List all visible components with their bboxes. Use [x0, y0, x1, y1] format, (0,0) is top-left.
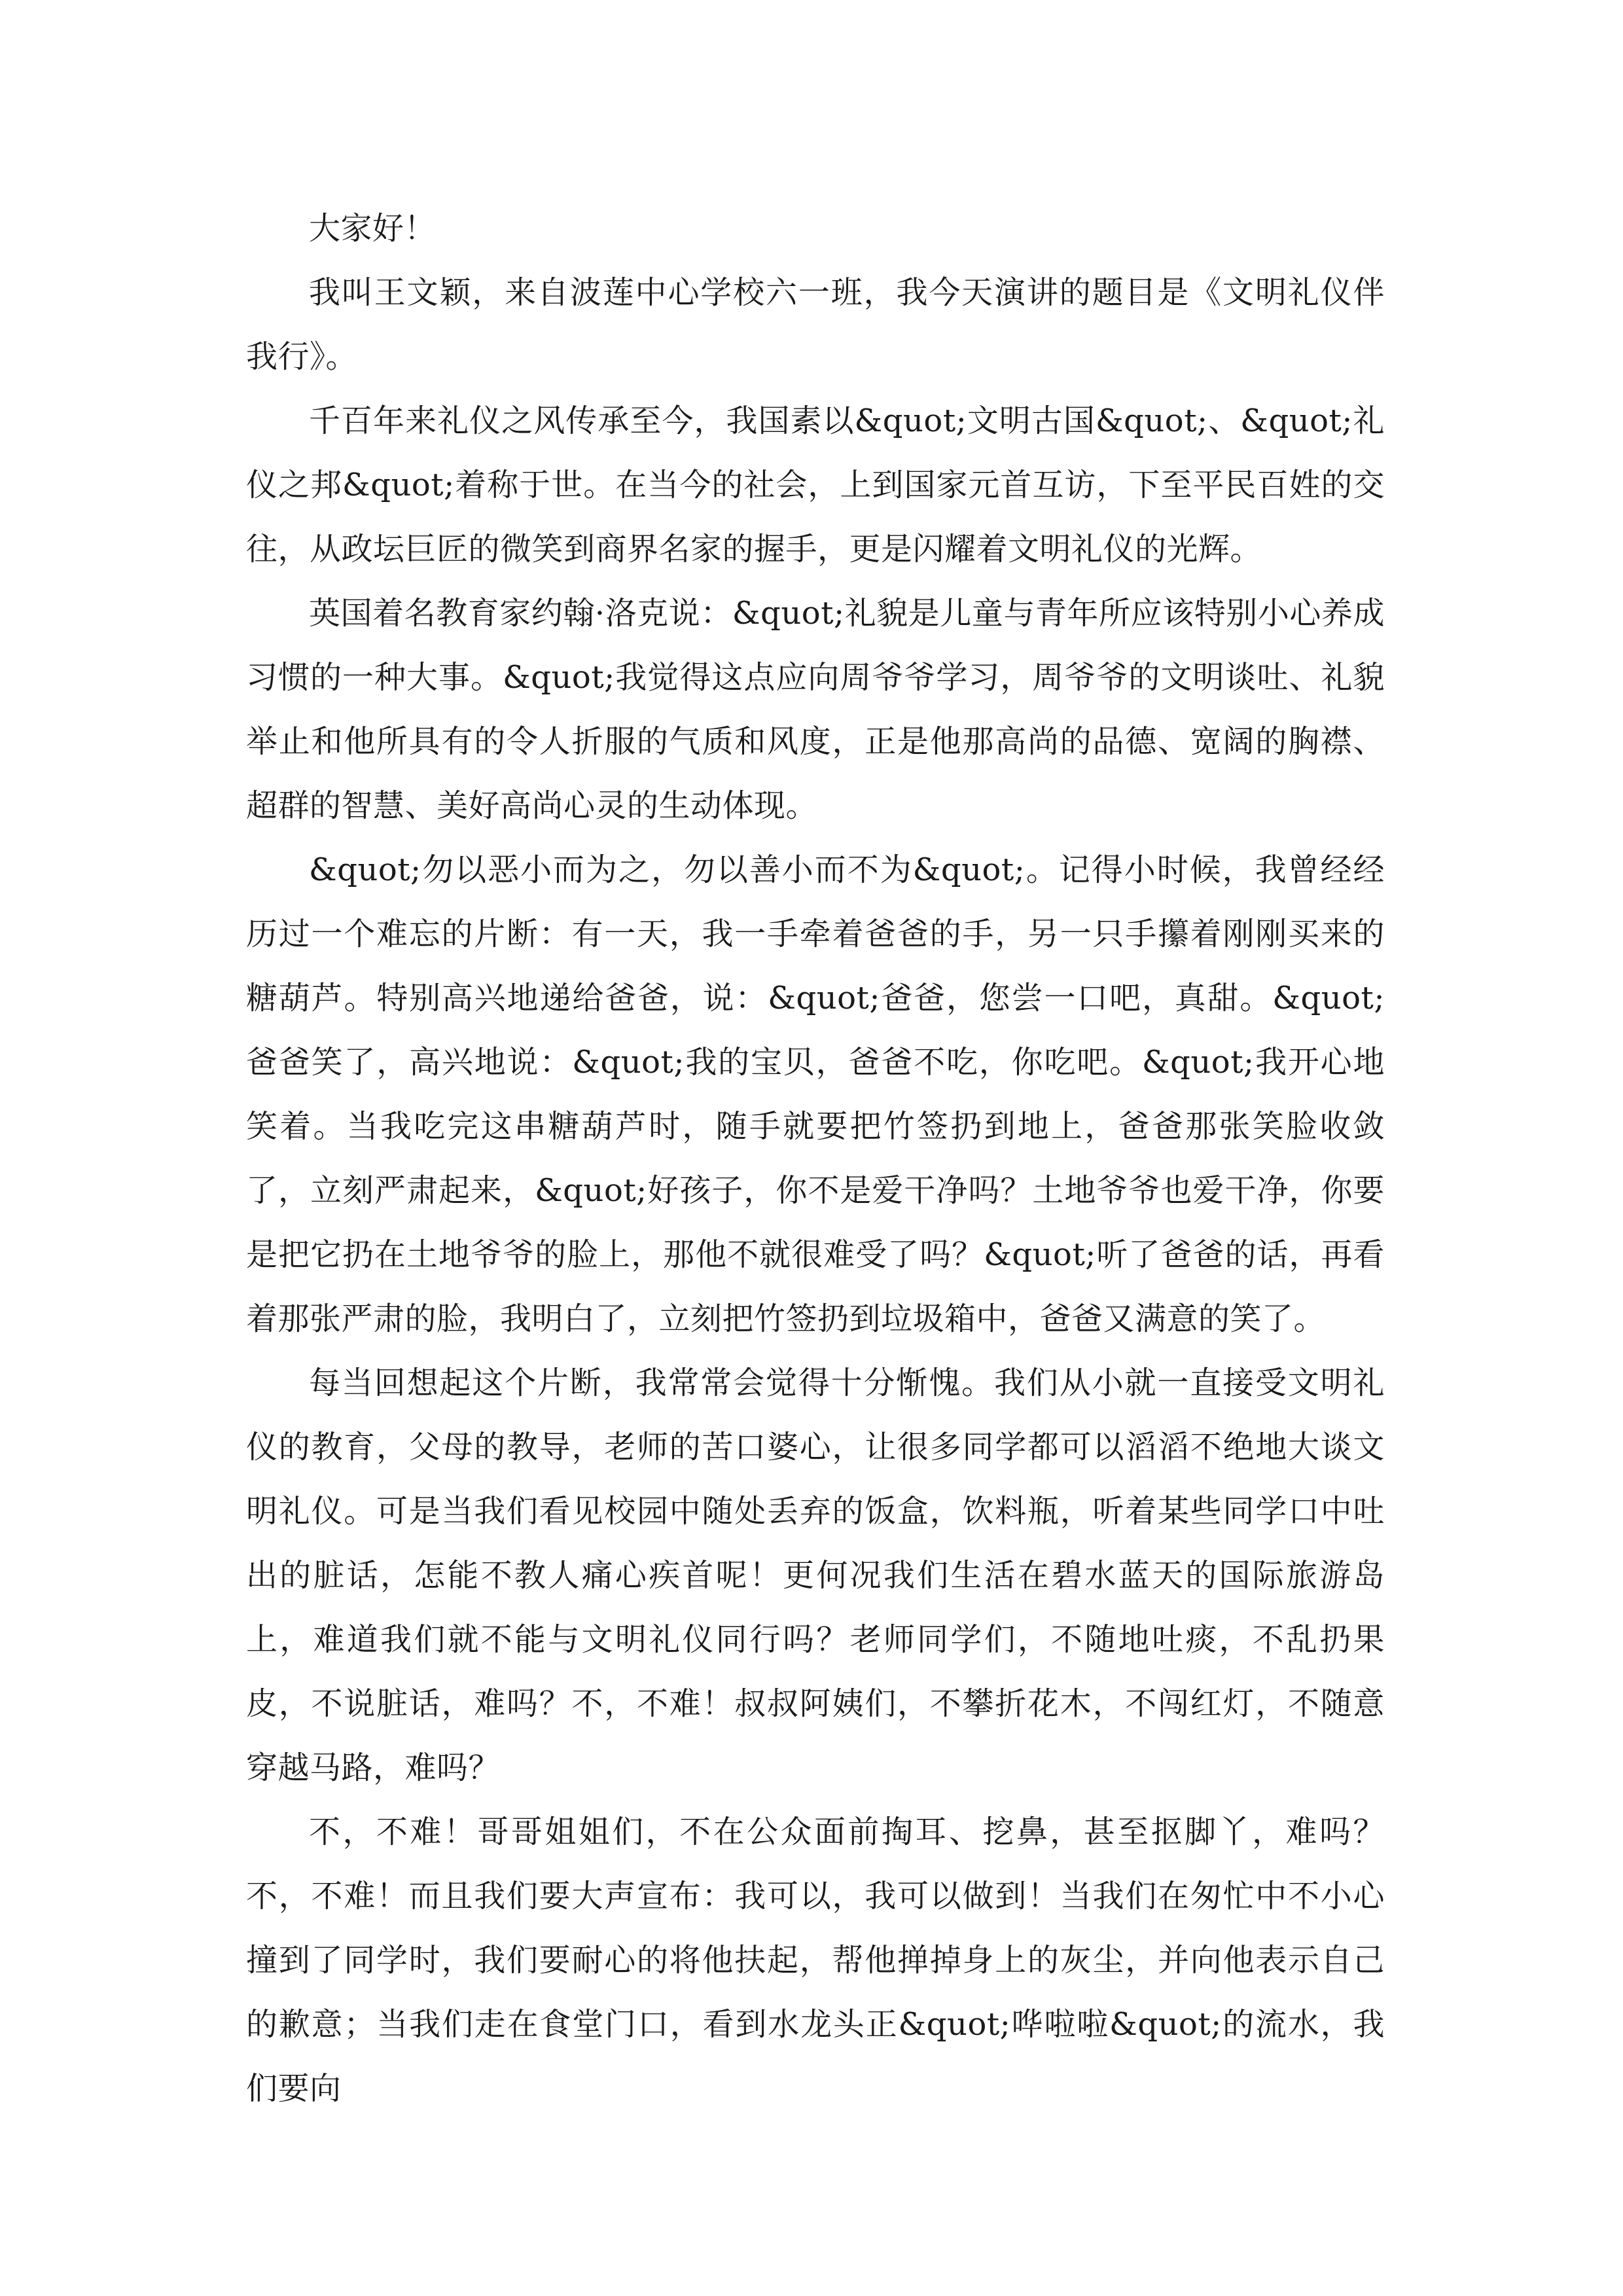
- etiquette-history-paragraph: 千百年来礼仪之风传承至今，我国素以&quot;文明古国&quot;、&quot;礼仪之邦&quot;着称于世。在当今的社会，上到国家元首互访，下至平民百姓的交往，从政坛巨匠的微笑到商界名家的握手，更是闪耀着文明礼仪的光辉。: [246, 403, 1385, 567]
- document-page: [246, 196, 1385, 2121]
- reflection-paragraph: 每当回想起这个片断，我常常会觉得十分惭愧。我们从小就一直接受文明礼仪的教育，父母的教导，老师的苦口婆心，让很多同学都可以滔滔不绝地大谈文明礼仪。可是当我们看见校园中随处丢弃的饭盒，饮料瓶，听着某些同学口中吐出的脏话，怎能不教人痛心疾首呢！更何况我们生活在碧水蓝天的国际旅游岛上，难道我们就不能与文明礼仪同行吗？老师同学们，不随地吐痰，不乱扔果皮，不说脏话，难吗？不，不难！叔叔阿姨们，不攀折花木，不闯红灯，不随意穿越马路，难吗？: [246, 1365, 1385, 1786]
- locke-quote-paragraph: 英国着名教育家约翰·洛克说：&quot;礼貌是儿童与青年所应该特别小心养成习惯的一种大事。&quot;我觉得这点应向周爷爷学习，周爷爷的文明谈吐、礼貌举止和他所具有的令人折服的气质和风度，正是他那高尚的品德、宽阔的胸襟、超群的智慧、美好高尚心灵的生动体现。: [246, 595, 1385, 824]
- greeting-paragraph: 大家好！: [309, 210, 437, 247]
- childhood-story-paragraph: &quot;勿以恶小而为之，勿以善小而不为&quot;。记得小时候，我曾经经历过一个难忘的片断：有一天，我一手牵着爸爸的手，另一只手攥着刚刚买来的糖葫芦。特别高兴地递给爸爸，说：&quot;爸爸，您尝一口吧，真甜。&quot;爸爸笑了，高兴地说：&quot;我的宝贝，爸爸不吃，你吃吧。&quot;我开心地笑着。当我吃完这串糖葫芦时，随手就要把竹签扔到地上，爸爸那张笑脸收敛了，立刻严肃起来，&quot;好孩子，你不是爱干净吗？土地爷爷也爱干净，你要是把它扔在土地爷爷的脸上，那他不就很难受了吗？&quot;听了爸爸的话，再看着那张严肃的脸，我明白了，立刻把竹签扔到垃圾箱中，爸爸又满意的笑了。: [246, 852, 1385, 1337]
- intro-paragraph: 我叫王文颖，来自波莲中心学校六一班，我今天演讲的题目是《文明礼仪伴我行》。: [246, 274, 1385, 375]
- call-to-action-paragraph: 不，不难！哥哥姐姐们，不在公众面前掏耳、挖鼻，甚至抠脚丫，难吗？不，不难！而且我们要大声宣布：我可以，我可以做到！当我们在匆忙中不小心撞到了同学时，我们要耐心的将他扶起，帮他掸掉身上的灰尘，并向他表示自己的歉意；当我们走在食堂门口，看到水龙头正&quot;哗啦啦&quot;的流水，我们要向: [246, 1814, 1385, 2107]
